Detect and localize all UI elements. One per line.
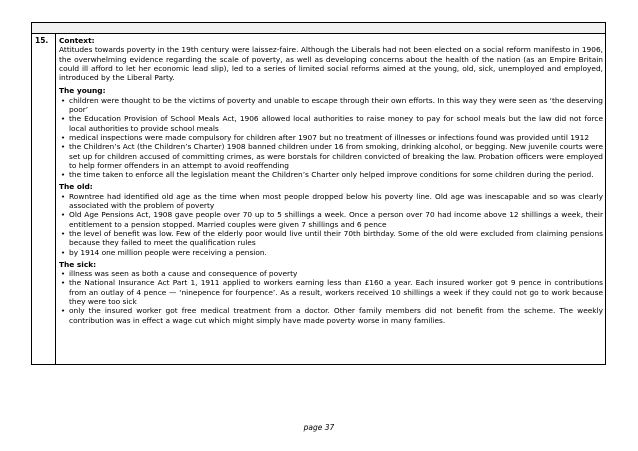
- list-item-text: by 1914 one million people were receiving a pension.: [69, 247, 267, 257]
- marking-table: [31, 22, 606, 365]
- page-number: page 37: [303, 423, 335, 432]
- list-item-text: the Education Provision of School Meals Act, 1906 allowed local authorities to raise money to pay for school meals but the law did not force local authorities to provide school meals: [69, 114, 603, 133]
- bullet-icon: •: [60, 142, 66, 152]
- list-item: [59, 248, 603, 257]
- list-item-text: children were thought to be the victims of poverty and unable to escape through their own efforts. In this way they were seen as ‘the deserving poor’: [69, 95, 603, 115]
- bullet-icon: •: [60, 228, 66, 238]
- list-item-text: Rowntree had identified old age as the time when most people dropped below his poverty line. Old age was inescapable and so was clearly associated with the problem of poverty: [69, 191, 603, 211]
- list-item: [59, 96, 603, 115]
- bullet-list: [59, 192, 603, 257]
- list-item-text: medical inspections were made compulsory for children after 1907 but no treatment of illnesses or infections found was provided until 1912: [69, 132, 590, 142]
- answer-content: [59, 36, 603, 328]
- section-title: The young:: [59, 86, 106, 96]
- question-number: 15.: [35, 36, 49, 45]
- bullet-icon: •: [60, 95, 66, 105]
- list-item-text: illness was seen as both a cause and consequence of poverty: [69, 269, 298, 279]
- section-title: The sick:: [59, 259, 97, 269]
- bullet-icon: •: [60, 132, 66, 142]
- context-heading: Context:: [59, 36, 95, 45]
- list-item-text: the National Insurance Act Part 1, 1911 applied to workers earning less than £160 a year. Each insured worker got 9 pence in contributions from an outlay of 4 pence — ‘ninepence for fourpence’. As a result, workers received 10 shillings a week if they could not go to work because they were too sick: [69, 278, 603, 307]
- list-item: [59, 269, 603, 278]
- bullet-list: [59, 96, 603, 180]
- list-item: [59, 229, 603, 248]
- list-item: [59, 278, 603, 306]
- bullet-icon: •: [60, 114, 66, 124]
- bullet-icon: •: [60, 170, 66, 180]
- list-item: [59, 170, 603, 179]
- bullet-icon: •: [60, 278, 66, 288]
- list-item: [59, 306, 603, 325]
- column-divider: [55, 33, 56, 364]
- list-item: [59, 192, 603, 211]
- list-item-text: the time taken to enforce all the legislation meant the Children’s Charter only helped improve conditions for some children during the period.: [69, 170, 594, 180]
- sections-container: [59, 86, 603, 324]
- context-text: Attitudes towards poverty in the 19th century were laissez-faire. Although the Liberals had not been elected on a social reform manifesto in 1906, the overwhelming evidence regarding the scale of poverty, as well as developing concerns about the health of the nation (as an Empire Britain could ill afford to let her economic lead slip), led to a series of limited social reforms aimed at the young, old, sick, unemployed and employed, introduced by the Liberal Party.: [59, 45, 603, 83]
- bullet-icon: •: [60, 269, 66, 279]
- bullet-icon: •: [60, 247, 66, 257]
- list-item-text: the level of benefit was low. Few of the elderly poor would live until their 70th birthday. Some of the old were excluded from claiming pensions because they failed to meet the qualification rules: [69, 228, 603, 248]
- list-item-text: only the insured worker got free medical treatment from a doctor. Other family members did not benefit from the scheme. The weekly contribution was in effect a wage cut which might simply have made poverty worse in many families.: [69, 306, 603, 325]
- list-item-text: the Children’s Act (the Children’s Charter) 1908 banned children under 16 from smoking, drinking alcohol, or begging. New juvenile courts were set up for children accused of committing crimes, as were borstals for children convicted of breaking the law. Probation officers were employed to help former offenders in an attempt to avoid reoffending: [69, 142, 603, 170]
- table-header-row: [32, 23, 605, 34]
- list-item: [59, 142, 603, 170]
- list-item: [59, 133, 603, 142]
- list-item-text: Old Age Pensions Act, 1908 gave people over 70 up to 5 shillings a week. Once a person over 70 had income above 12 shillings a week, their entitlement to a pension stopped. Married couples were given 7 shillings and 6 pence: [69, 210, 603, 229]
- bullet-icon: •: [60, 306, 66, 316]
- list-item: [59, 114, 603, 133]
- list-item: [59, 210, 603, 229]
- bullet-list: [59, 269, 603, 325]
- bullet-icon: •: [60, 191, 66, 201]
- section-title: The old:: [59, 182, 93, 192]
- bullet-icon: •: [60, 210, 66, 220]
